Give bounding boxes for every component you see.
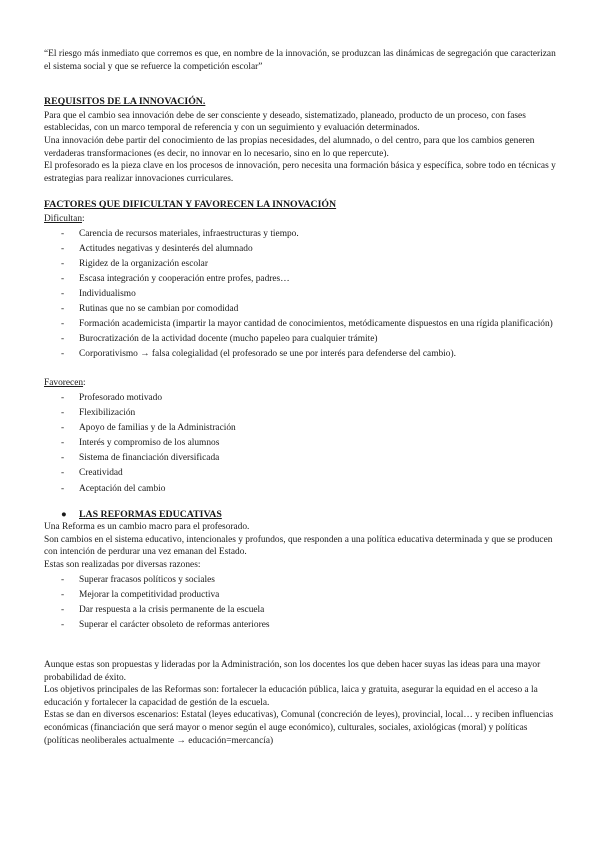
opening-quote: “El riesgo más inmediato que corremos es que, en nombre de la innovación, se produzcan las dinámicas de segregación que caracterizan el sistema social y que se refuerce la competición escolar” bbox=[44, 49, 556, 72]
list-item: - Actitudes negativas y desinterés del alumnado bbox=[44, 243, 556, 256]
requisitos-paragraph-3: El profesorado es la pieza clave en los procesos de innovación, pero necesita una formación básica y específica, sobre todo en técnicas y estrategias para realizar innovaciones curriculares. bbox=[44, 161, 556, 184]
reformas-paragraph-3: Estas son realizadas por diversas razones: bbox=[44, 560, 201, 570]
factores-heading: FACTORES QUE DIFICULTAN Y FAVORECEN LA INNOVACIÓN bbox=[44, 199, 337, 211]
list-item: - Burocratización de la actividad docente (mucho papeleo para cualquier trámite) bbox=[44, 333, 556, 346]
reformas-paragraph-2: Son cambios en el sistema educativo, intencionales y profundos, que responden a una política educativa determinada y que se producen con intención de perdurar una vez emanan del Estado. bbox=[44, 534, 553, 558]
list-item: - Superar el carácter obsoleto de reformas anteriores bbox=[44, 619, 556, 632]
reformas-heading-row bbox=[44, 509, 556, 522]
list-item: - Sistema de financiación diversificada bbox=[44, 452, 556, 465]
list-item: - Apoyo de familias y de la Administración bbox=[44, 422, 556, 435]
list-item: - Rutinas que no se cambian por comodidad bbox=[44, 303, 556, 316]
favorecen-label: Favorecen: bbox=[44, 378, 86, 389]
list-item: - Profesorado motivado bbox=[44, 392, 556, 405]
reformas-paragraph-5: Los objetivos principales de las Reformas son: fortalecer la educación pública, laica y gratuita, asegurar la equidad en el acceso a la educación y fortalecer la capacidad de gestión de la escuela. bbox=[44, 685, 538, 708]
bullet-icon: ● bbox=[61, 509, 67, 520]
list-item: - Escasa integración y cooperación entre profes, padres… bbox=[44, 273, 556, 286]
reformas-paragraph-1: Una Reforma es un cambio macro para el profesorado. bbox=[44, 522, 250, 533]
favorecen-list bbox=[44, 392, 556, 495]
reformas-heading: LAS REFORMAS EDUCATIVAS bbox=[79, 508, 222, 520]
list-item: - Aceptación del cambio bbox=[44, 483, 556, 496]
list-item: - Rigidez de la organización escolar bbox=[44, 258, 556, 271]
list-item: - Formación academicista (impartir la mayor cantidad de conocimientos, metódicamente dispuestos en una rígida planificación) bbox=[44, 318, 556, 331]
list-item: - Dar respuesta a la crisis permanente de la escuela bbox=[44, 604, 556, 617]
requisitos-paragraph-2: Una innovación debe partir del conocimiento de las propias necesidades, del alumnado, o del centro, para que los cambios generen verdaderas transformaciones (es decir, no innovar en lo necesario, sino en lo que repercute). bbox=[44, 135, 535, 159]
list-item: - Superar fracasos políticos y sociales bbox=[44, 574, 556, 587]
requisitos-paragraph-1: Para que el cambio sea innovación debe de ser consciente y deseado, sistematizado, planeado, producto de un proceso, con fases establecidas, con un marco temporal de referencia y con un seguimiento y evaluación determinados. bbox=[44, 110, 526, 134]
dificultan-list bbox=[44, 228, 556, 361]
reformas-paragraph-6: Estas se dan en diversos escenarios: Estatal (leyes educativas), Comunal (concreción de leyes), provincial, local… y reciben influencias económicas (financiación que será mayor o menor según el auge económico), culturales, sociales, axiológicas (moral) y políticas (políticas neoliberales actualmente → educación=mercancía) bbox=[44, 710, 554, 746]
list-item: - Creatividad bbox=[44, 467, 556, 480]
razones-list bbox=[44, 574, 556, 632]
requisitos-heading: REQUISITOS DE LA INNOVACIÓN. bbox=[44, 96, 206, 108]
list-item: - Interés y compromiso de los alumnos bbox=[44, 437, 556, 450]
list-item: - Carencia de recursos materiales, infraestructuras y tiempo. bbox=[44, 228, 556, 241]
list-item: - Corporativismo → falsa colegialidad (el profesorado se une por interés para defenderse del cambio). bbox=[44, 348, 556, 361]
list-item: - Flexibilización bbox=[44, 407, 556, 420]
list-item: - Individualismo bbox=[44, 288, 556, 301]
dificultan-label: Dificultan: bbox=[44, 213, 85, 224]
reformas-paragraph-4: Aunque estas son propuestas y lideradas por la Administración, son los docentes los que deben hacer suyas las ideas para una mayor probabilidad de éxito. bbox=[44, 659, 541, 683]
list-item: - Mejorar la competitividad productiva bbox=[44, 589, 556, 602]
